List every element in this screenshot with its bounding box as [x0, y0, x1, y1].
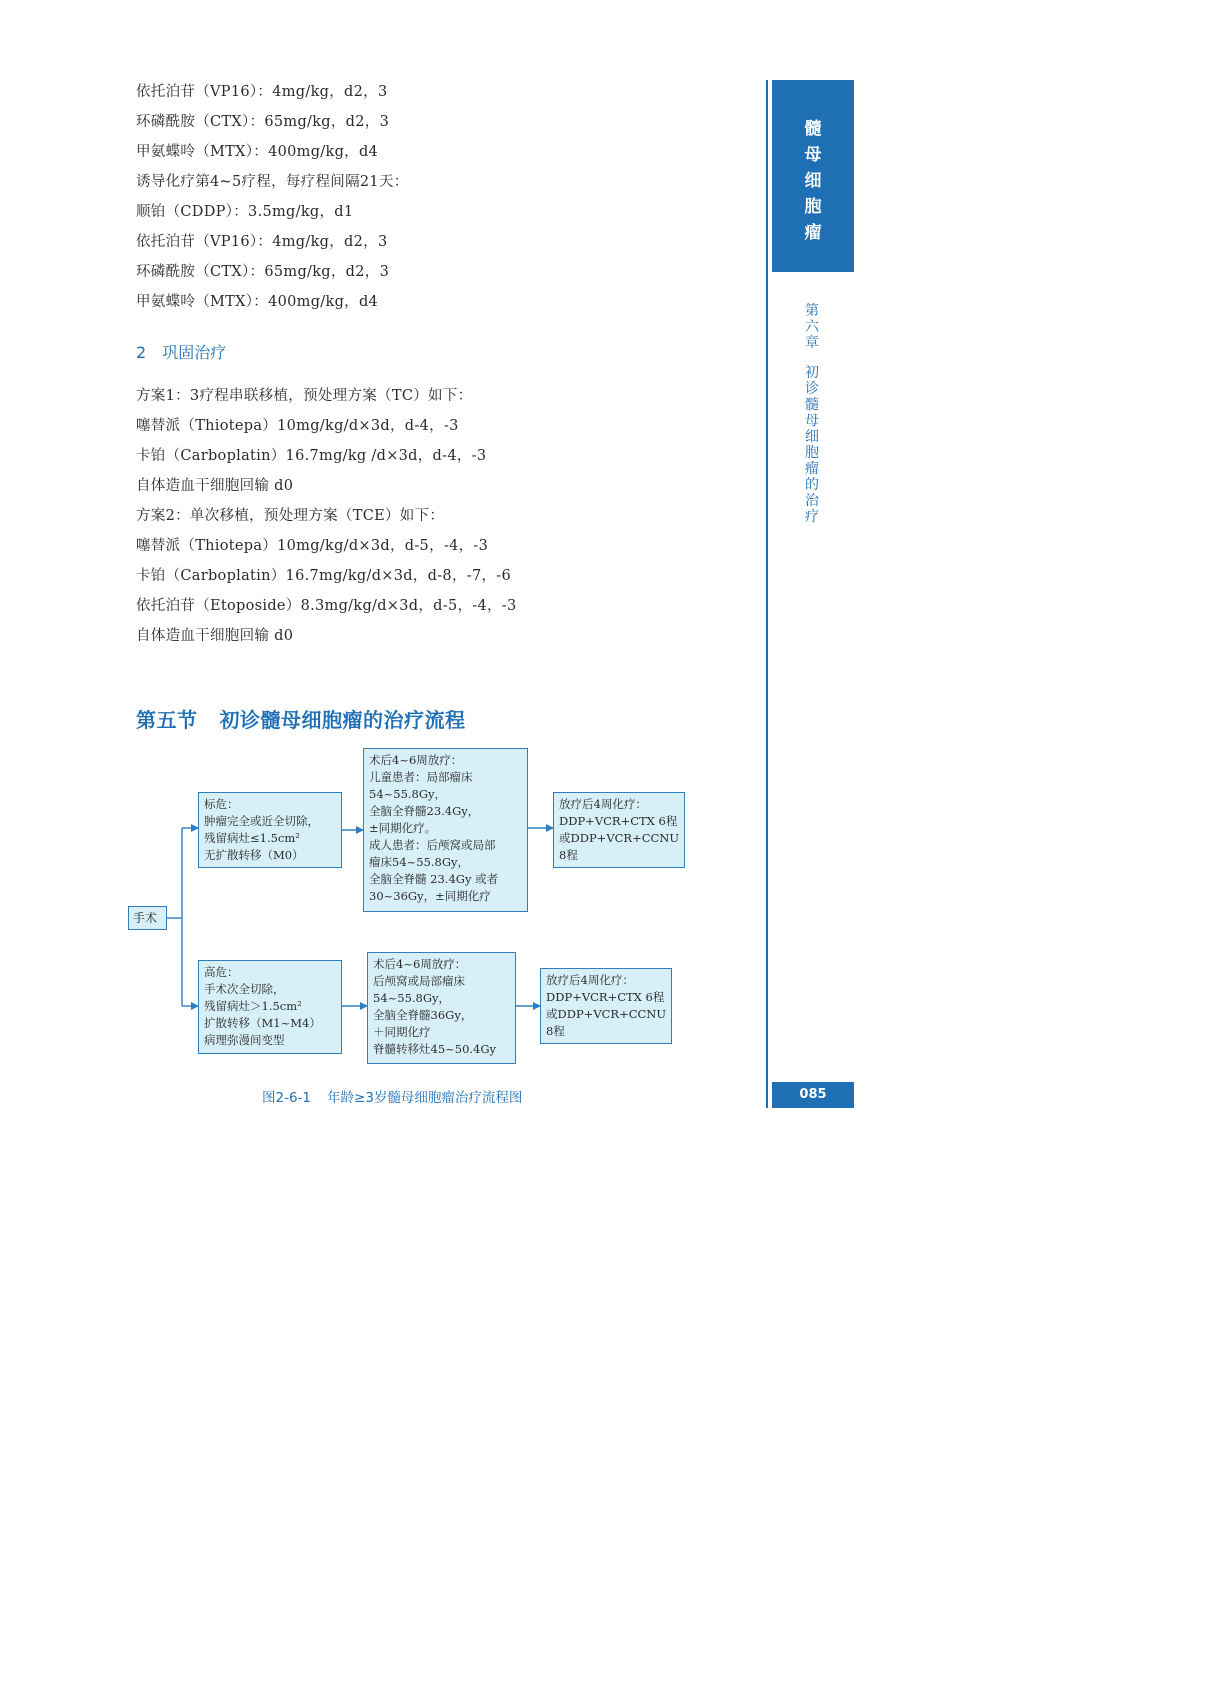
box-line: 无扩散转移（M0） — [204, 848, 304, 862]
text-line: 噻替派（Thiotepa）10mg/kg/d×3d，d-5，-4，-3 — [136, 538, 489, 554]
box-line: 手术 — [133, 911, 158, 925]
chapter-char: 第 — [805, 303, 819, 319]
box-line: 30~36Gy，±同期化疗 — [369, 889, 491, 903]
box-line: 脊髓转移灶45~50.4Gy — [373, 1042, 497, 1056]
chapter-char: 章 — [805, 335, 819, 351]
box-line: 残留病灶＞1.5cm² — [204, 999, 302, 1013]
figure-title: 年龄≥3岁髓母细胞瘤治疗流程图 — [327, 1090, 523, 1106]
box-standard-radiotherapy — [363, 748, 528, 912]
margin-rule — [766, 80, 768, 1108]
box-line: 术后4~6周放疗： — [373, 957, 467, 971]
text-line: 方案1：3疗程串联移植，预处理方案（TC）如下： — [136, 388, 473, 404]
box-line: 成人患者：后颅窝或局部 — [369, 838, 496, 852]
chapter-char: 的 — [805, 477, 819, 493]
tab-char: 母 — [804, 145, 822, 165]
tab-char: 细 — [804, 171, 822, 191]
box-line: DDP+VCR+CTX 6程 — [559, 814, 678, 828]
subsection-title: 巩固治疗 — [162, 343, 227, 362]
box-line: ±同期化疗。 — [369, 821, 437, 835]
box-high-risk — [198, 960, 342, 1054]
chapter-char: 细 — [805, 429, 819, 445]
chapter-char: 初 — [805, 365, 819, 381]
text-line: 甲氨蝶呤（MTX）：400mg/kg，d4 — [136, 294, 379, 310]
tab-char: 瘤 — [804, 223, 822, 243]
box-standard-chemotherapy — [553, 792, 685, 868]
box-line: 后颅窝或局部瘤床 — [373, 974, 465, 988]
text-line: 卡铂（Carboplatin）16.7mg/kg/d×3d，d-8，-7，-6 — [136, 568, 511, 584]
box-line: 8程 — [546, 1024, 565, 1038]
chapter-char: 胞 — [805, 445, 819, 461]
section-number: 第五节 — [136, 708, 198, 732]
chapter-char: 髓 — [805, 397, 819, 413]
text-line: 自体造血干细胞回输 d0 — [136, 478, 294, 494]
text-line: 卡铂（Carboplatin）16.7mg/kg /d×3d，d-4，-3 — [136, 448, 487, 464]
text-line: 依托泊苷（VP16）：4mg/kg，d2，3 — [136, 84, 388, 100]
box-line: 放疗后4周化疗： — [559, 797, 647, 811]
text-line: 顺铂（CDDP）：3.5mg/kg，d1 — [136, 204, 354, 220]
box-standard-risk — [198, 792, 342, 868]
tab-char: 胞 — [804, 197, 822, 217]
figure-caption — [262, 1086, 522, 1106]
chapter-char: 治 — [805, 493, 819, 509]
vertical-chapter-title — [787, 300, 837, 540]
box-surgery — [128, 906, 167, 930]
box-line: 全脑全脊髓23.4Gy， — [369, 804, 480, 818]
text-line: 依托泊苷（Etoposide）8.3mg/kg/d×3d，d-5，-4，-3 — [136, 598, 517, 614]
text-line: 诱导化疗第4~5疗程，每疗程间隔21天： — [136, 174, 409, 190]
box-line: 54~55.8Gy， — [373, 991, 451, 1005]
chapter-char: 六 — [805, 319, 819, 335]
page-number: 085 — [772, 1082, 854, 1108]
figure-number: 图2-6-1 — [262, 1090, 312, 1106]
box-line: 高危： — [204, 965, 239, 979]
box-line: 或DDP+VCR+CCNU — [546, 1007, 667, 1021]
box-line: DDP+VCR+CTX 6程 — [546, 990, 665, 1004]
box-line: 全脑全脊髓 23.4Gy 或者 — [369, 872, 499, 886]
box-line: ＋同期化疗 — [373, 1025, 431, 1039]
box-line: 肿瘤完全或近全切除， — [204, 814, 319, 828]
text-line: 依托泊苷（VP16）：4mg/kg，d2，3 — [136, 234, 388, 250]
box-line: 扩散转移（M1~M4） — [204, 1016, 321, 1030]
box-line: 术后4~6周放疗： — [369, 753, 463, 767]
text-line: 环磷酰胺（CTX）：65mg/kg，d2，3 — [136, 114, 390, 130]
box-high-chemotherapy — [540, 968, 672, 1044]
text-line: 甲氨蝶呤（MTX）：400mg/kg，d4 — [136, 144, 379, 160]
text-line: 噻替派（Thiotepa）10mg/kg/d×3d，d-4，-3 — [136, 418, 459, 434]
box-line: 放疗后4周化疗： — [546, 973, 634, 987]
box-line: 标危： — [204, 797, 239, 811]
tab-char: 髓 — [804, 119, 822, 139]
text-line: 方案2：单次移植，预处理方案（TCE）如下： — [136, 508, 445, 524]
chapter-char: 母 — [805, 413, 819, 429]
box-line: 8程 — [559, 848, 578, 862]
box-line: 瘤床54~55.8Gy， — [369, 855, 470, 869]
chapter-tab — [772, 80, 854, 272]
box-line: 54~55.8Gy， — [369, 787, 447, 801]
text-line: 自体造血干细胞回输 d0 — [136, 628, 294, 644]
chapter-char: 瘤 — [805, 461, 819, 477]
section-name: 初诊髓母细胞瘤的治疗流程 — [219, 708, 466, 732]
chapter-char: 疗 — [805, 509, 819, 525]
box-line: 儿童患者：局部瘤床 — [369, 770, 473, 784]
subsection-number: 2 — [136, 343, 147, 362]
box-line: 手术次全切除， — [204, 982, 285, 996]
box-line: 或DDP+VCR+CCNU — [559, 831, 680, 845]
box-line: 残留病灶≤1.5cm² — [204, 831, 300, 845]
chapter-char: 诊 — [805, 381, 819, 397]
box-line: 病理弥漫间变型 — [204, 1033, 285, 1047]
box-line: 全脑全脊髓36Gy， — [373, 1008, 473, 1022]
box-high-radiotherapy — [367, 952, 516, 1064]
text-line: 环磷酰胺（CTX）：65mg/kg，d2，3 — [136, 264, 390, 280]
